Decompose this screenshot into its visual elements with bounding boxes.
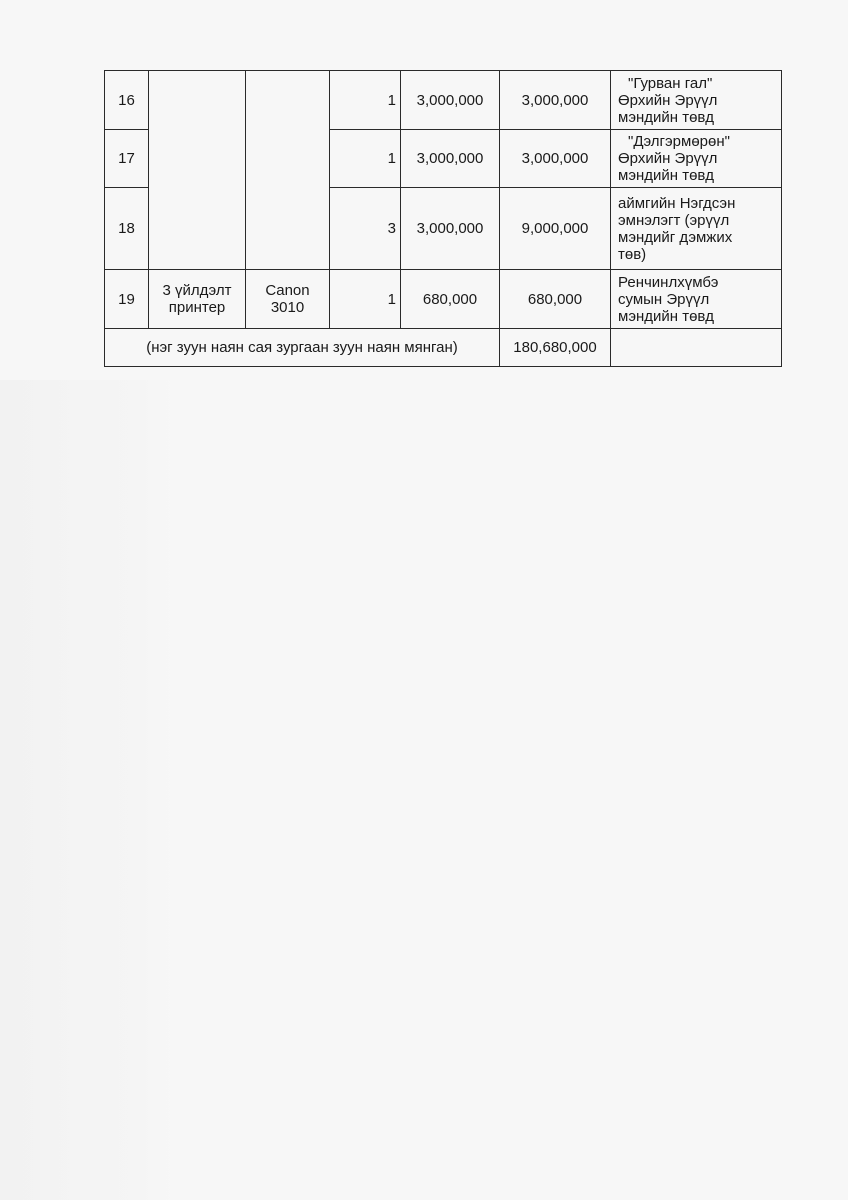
unit-price-cell: 680,000 (401, 270, 500, 329)
recipient-line: Ренчинлхүмбэ (618, 273, 719, 291)
quantity-cell: 1 (330, 270, 401, 329)
model-cell (246, 270, 330, 329)
table-row (105, 71, 782, 130)
recipient-line: мэндийн төвд (618, 167, 714, 184)
total-cell: 9,000,000 (500, 188, 611, 270)
row-number: 18 (105, 188, 149, 270)
empty-cell (611, 329, 782, 367)
recipient-line: "Дэлгэрмөрөн" (628, 133, 730, 150)
total-row (105, 329, 782, 367)
recipient-line: төв) (618, 245, 647, 263)
table-row (105, 270, 782, 329)
recipient-line: "Гурван гал" (628, 74, 713, 92)
recipient-cell (611, 71, 782, 130)
row-number: 19 (105, 270, 149, 329)
item-line: принтер (168, 299, 226, 316)
scan-shadow (0, 380, 175, 1200)
quantity-cell: 1 (330, 130, 401, 188)
recipient-line: мэндийн төвд (618, 108, 714, 126)
model-line: 3010 (270, 299, 305, 316)
recipient-line: аймгийн Нэгдсэн (618, 194, 736, 212)
amount-in-words: (нэг зуун наян сая зургаан зуун наян мянган) (105, 329, 500, 367)
item-cell (149, 270, 246, 329)
total-cell: 3,000,000 (500, 71, 611, 130)
unit-price-cell: 3,000,000 (401, 71, 500, 130)
model-line: Canon (265, 282, 310, 299)
model-cell-merged (246, 71, 330, 270)
recipient-line: мэндийг дэмжих (618, 228, 733, 246)
recipient-line: эмнэлэгт (эрүүл (618, 211, 730, 229)
quantity-cell: 3 (330, 188, 401, 270)
quantity-cell: 1 (330, 71, 401, 130)
recipient-cell (611, 188, 782, 270)
recipient-cell (611, 130, 782, 188)
recipient-line: мэндийн төвд (618, 307, 714, 325)
row-number: 17 (105, 130, 149, 188)
item-cell-merged (149, 71, 246, 270)
recipient-line: сумын Эрүүл (618, 290, 710, 308)
grand-total: 180,680,000 (500, 329, 611, 367)
total-cell: 3,000,000 (500, 130, 611, 188)
total-cell: 680,000 (500, 270, 611, 329)
recipient-line: Өрхийн Эрүүл (618, 150, 718, 167)
procurement-table (104, 70, 782, 367)
unit-price-cell: 3,000,000 (401, 130, 500, 188)
recipient-cell (611, 270, 782, 329)
item-line: 3 үйлдэлт (162, 282, 232, 299)
unit-price-cell: 3,000,000 (401, 188, 500, 270)
recipient-line: Өрхийн Эрүүл (618, 91, 718, 109)
row-number: 16 (105, 71, 149, 130)
